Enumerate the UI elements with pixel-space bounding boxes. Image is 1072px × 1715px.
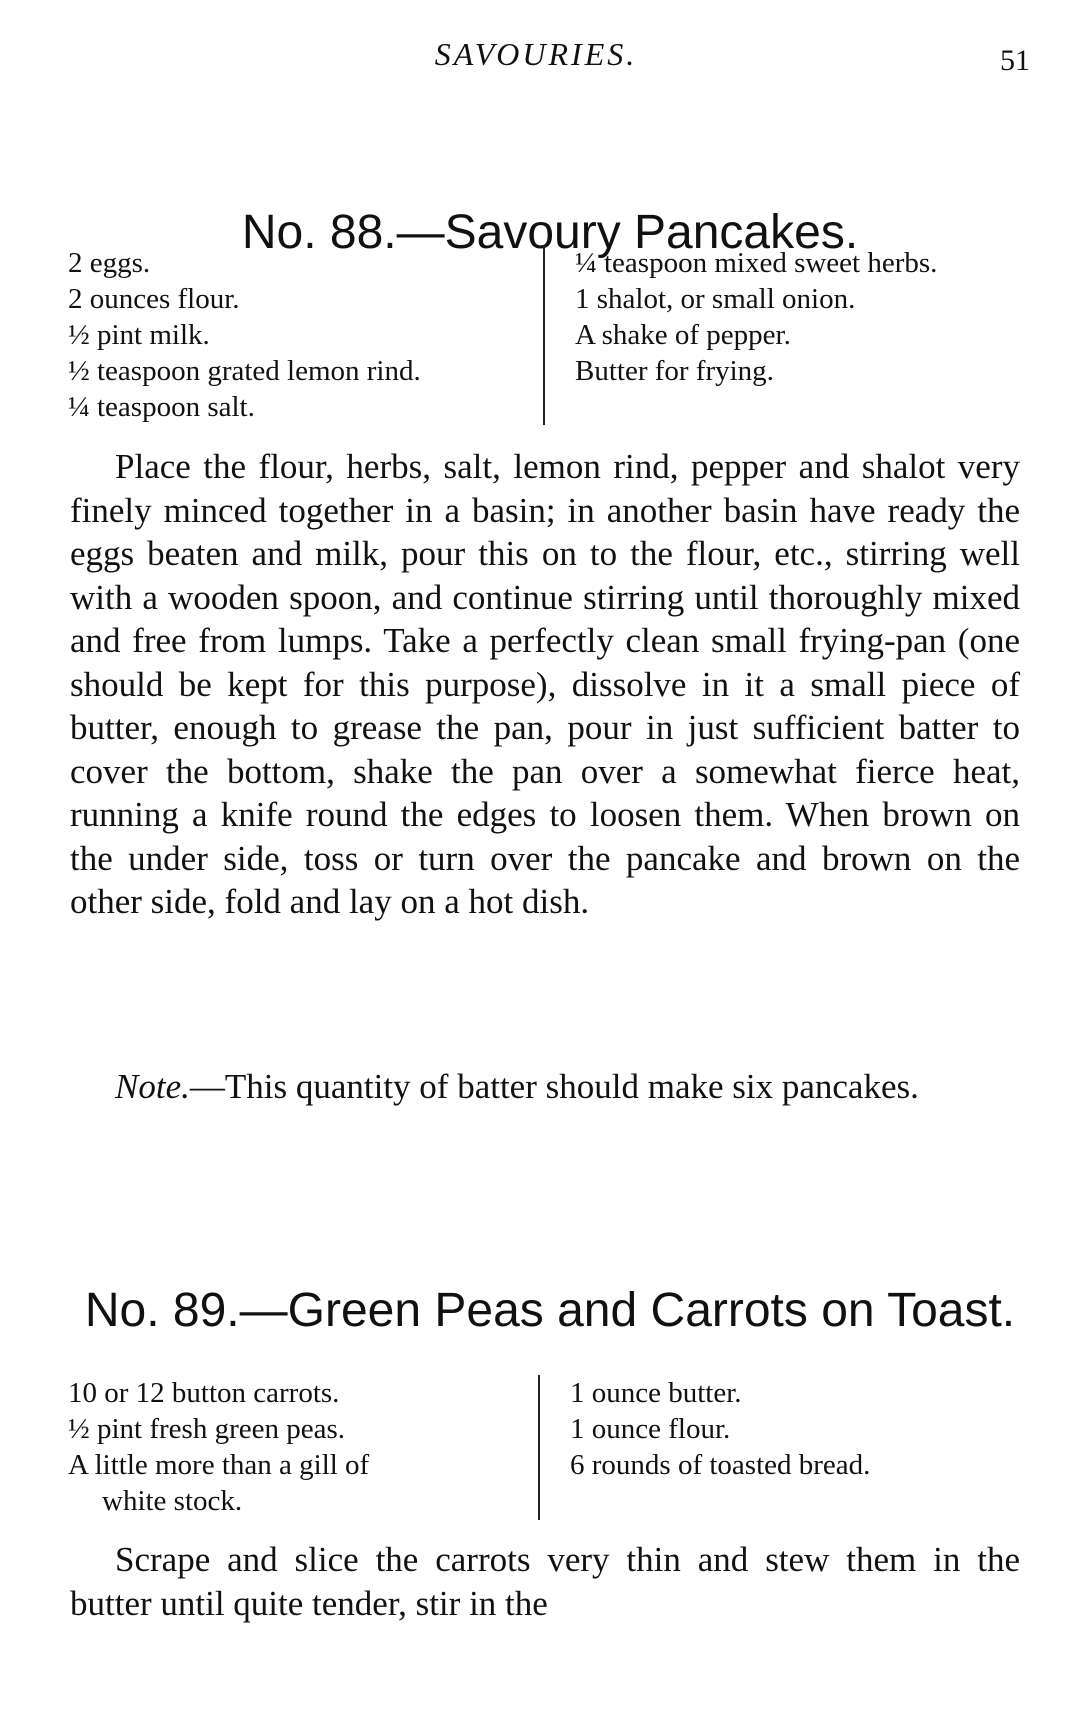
ingredient-item: 10 or 12 button carrots.: [68, 1377, 340, 1409]
method-paragraph: Scrape and slice the carrots very thin and stew them in the butter until quite tender, stir in the: [70, 1540, 1020, 1623]
running-head: [0, 30, 1072, 80]
recipe-89-title: No. 89.—Green Peas and Carrots on Toast.: [84, 1283, 1016, 1337]
ingredient-item: ½ pint milk.: [68, 319, 210, 351]
ingredient-item: 2 ounces flour.: [68, 283, 240, 315]
ingredient-item: ½ pint fresh green peas.: [68, 1413, 346, 1445]
note-paragraph: [70, 1065, 1020, 1109]
recipe-89-method: [70, 1538, 1020, 1625]
recipe-88-note: [70, 1065, 1020, 1109]
ingredient-item: 1 shalot, or small onion.: [575, 283, 856, 315]
ingredient-item: 6 rounds of toasted bread.: [570, 1449, 871, 1481]
ingredient-item: ¼ teaspoon mixed sweet herbs.: [575, 247, 938, 279]
ingredient-item: Butter for frying.: [575, 355, 774, 387]
note-label: Note.: [115, 1067, 190, 1106]
ingredient-item: 1 ounce butter.: [570, 1377, 742, 1409]
ingredients-right-column: [543, 245, 937, 425]
running-title: SAVOURIES.: [434, 36, 638, 72]
ingredient-item: A shake of pepper.: [575, 319, 791, 351]
page-number: 51: [1000, 44, 1030, 77]
ingredients-left-column: [68, 245, 421, 425]
recipe-88-ingredients: [68, 245, 1028, 425]
ingredients-right-column: [538, 1375, 870, 1520]
ingredient-item: ¼ teaspoon salt.: [68, 391, 255, 423]
ingredient-item: 1 ounce flour.: [570, 1413, 731, 1445]
ingredient-item: white stock.: [102, 1485, 243, 1517]
recipe-88-method: [70, 445, 1020, 924]
ingredient-item: ½ teaspoon grated lemon rind.: [68, 355, 421, 387]
ingredient-item: A little more than a gill of: [68, 1449, 370, 1481]
recipe-88-title: No. 88.—Savoury Pancakes.: [241, 205, 859, 259]
recipe-89-ingredients: [68, 1375, 1028, 1520]
ingredient-item: 2 eggs.: [68, 247, 151, 279]
method-paragraph: Place the flour, herbs, salt, lemon rind, pepper and shalot very finely minced together in a basin; in another basin have ready the eggs beaten and milk, pour this on to the flour, etc., stirring well with a wooden spoon, and continue stirring until thoroughly mixed and free from lumps. Take a perfectly clean small frying-pan (one should be kept for this purpose), dissolve in it a small piece of butter, enough to grease the pan, pour in just sufficient batter to cover the bottom, shake the pan over a somewhat fierce heat, running a knife round the edges to loosen them. When brown on the under side, toss or turn over the pancake and brown on the other side, fold and lay on a hot dish.: [70, 447, 1020, 921]
ingredients-left-column: [68, 1375, 369, 1519]
note-text: —This quantity of batter should make six pancakes.: [189, 1067, 919, 1106]
